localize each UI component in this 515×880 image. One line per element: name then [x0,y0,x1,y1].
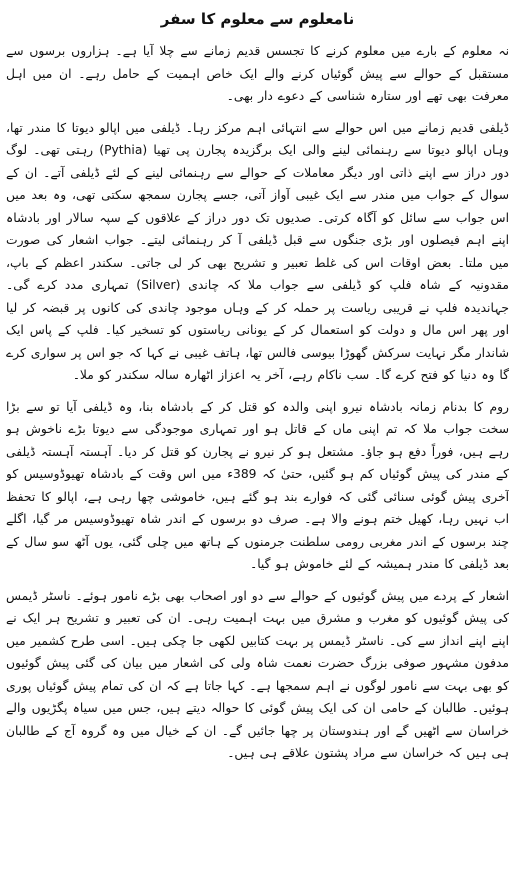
paragraph-intro: نہ معلوم کے بارے میں معلوم کرنے کا تجسس قدیم زمانے سے چلا آیا ہے۔ ہزاروں برسوں سے مستقبل کے حوالے سے پیش گوئیاں کرنے والے ایک خاص اہمیت کے حامل رہے۔ ان میں اہل معرفت بھی تھے اور ستارہ شناسی کے دعوے دار بھی۔ [6,44,509,103]
newspaper-column [6,4,509,876]
paragraph-nero: روم کا بدنام زمانہ بادشاہ نیرو اپنی والدہ کو قتل کر کے بادشاہ بنا، وہ ڈیلفی آیا تو سے بڑا سخت جواب ملا کہ تم اپنی ماں کے قاتل ہو اور تمہاری موجودگی سے دیوتا بڑے ناخوش ہو رہے ہیں، فوراً دفع ہو جاؤ۔ مشتعل ہو کر نیرو نے پجارن کو قتل کر دیا۔ آہستہ آہستہ ڈیلفی کے مندر کی پیش گوئیاں کم ہو گئیں، حتیٰ کہ 389ء میں اس وقت کے بادشاہ تھیوڈوسیس کو آخری پیش گوئی سنائی گئی کہ فوارے بند ہو گئے ہیں، خاموشی چھا رہی ہے، اپالو کا تحفظ اب نہیں رہا، کھیل ختم ہونے والا ہے۔ صرف دو برسوں کے اندر شاہ تھیوڈوسیس مر گیا، اگلے چند برسوں کے اندر مغربی رومی سلطنت جرمنوں کے ہاتھ میں چلی گئی، یوں آٹھ سو سال کے بعد ڈیلفی کا مندر ہمیشہ کے لئے خاموش ہو گیا۔ [6,399,509,571]
paragraph-prophecies: اشعار کے پردے میں پیش گوئیوں کے حوالے سے دو اور اصحاب بھی بڑے نامور ہوئے۔ ناسٹر ڈیمس کی پیش گوئیوں کو مغرب و مشرق میں بہت اہمیت رہی۔ ان کی تعبیر و تشریح ہر ایک نے اپنے اپنے انداز سے کی۔ ناسٹر ڈیمس پر بہت کتابیں لکھی جا چکی ہیں۔ اسی طرح کشمیر میں مدفون مشہور صوفی بزرگ حضرت نعمت شاہ ولی کی اشعار میں بیان کی گئی پیش گوئیوں کو بھی بہت سے نامور لوگوں نے اہم سمجھا ہے۔ کہا جاتا ہے کہ ان کی تمام پیش گوئیاں پوری ہوئیں۔ طالبان کے حامی ان کی ایک پیش گوئی کا حوالہ دیتے ہیں، جس میں سیاہ پگڑیوں والے خراسان سے اٹھیں گے اور ہندوستان پر چھا جائیں گے۔ ان کے خیال میں وہ گروہ آج کے طالبان ہی ہیں کہ خراسان سے مراد پشتون علاقے ہی ہیں۔ [6,588,509,760]
article-title: نامعلوم سے معلوم کا سفر [160,10,355,28]
paragraph-delphi: ڈیلفی قدیم زمانے میں اس حوالے سے انتہائی اہم مرکز رہا۔ ڈیلفی میں اپالو دیوتا کا مندر تھا، وہاں اپالو دیوتا سے رہنمائی لینے والی ایک برگزیدہ پجارن پی تھیا (Pythia) رہتی تھی۔ لوگ دور دراز سے اپنے ذاتی اور دیگر معاملات کے حوالے سے رہنمائی لینے کے لئے ڈیلفی آتے۔ ان کے سوال کے جواب میں مندر سے ایک غیبی آواز آتی، جسے پجارن سمجھ سکتی تھی، وہ بعد میں اس جواب سے سائل کو آگاہ کرتی۔ صدیوں تک دور دراز کے علاقوں کے سپہ سالار اور بادشاہ اپنے اہم فیصلوں اور بڑی جنگوں سے قبل ڈیلفی آ کر رہنمائی لیتے۔ جواب اشعار کی صورت میں ملتا۔ بعض اوقات اس کی غلط تعبیر و تشریح بھی کر لی جاتی۔ سکندر اعظم کے باپ، مقدونیہ کے شاہ فلپ کو ڈیلفی سے جواب ملا کہ چاندی (Silver) تمہاری مدد کرے گی۔ جہاندیدہ فلپ نے قریبی ریاست پر حملہ کر کے وہاں موجود چاندی کی کانوں پر قبضہ کر لیا اور پھر اس مال و دولت کو استعمال کر کے یونانی ریاستوں کو تسخیر کیا۔ فلپ کے پاس ایک شاندار مگر نہایت سرکش گھوڑا بیوسی فالس تھا، ہاتف غیبی نے کہا کہ جو اس پر سواری کرے گا وہ دنیا کو فتح کرے گا۔ سب ناکام رہے، آخر یہ اعزاز اٹھارہ سالہ سکندر کو ملا۔ [6,120,509,382]
